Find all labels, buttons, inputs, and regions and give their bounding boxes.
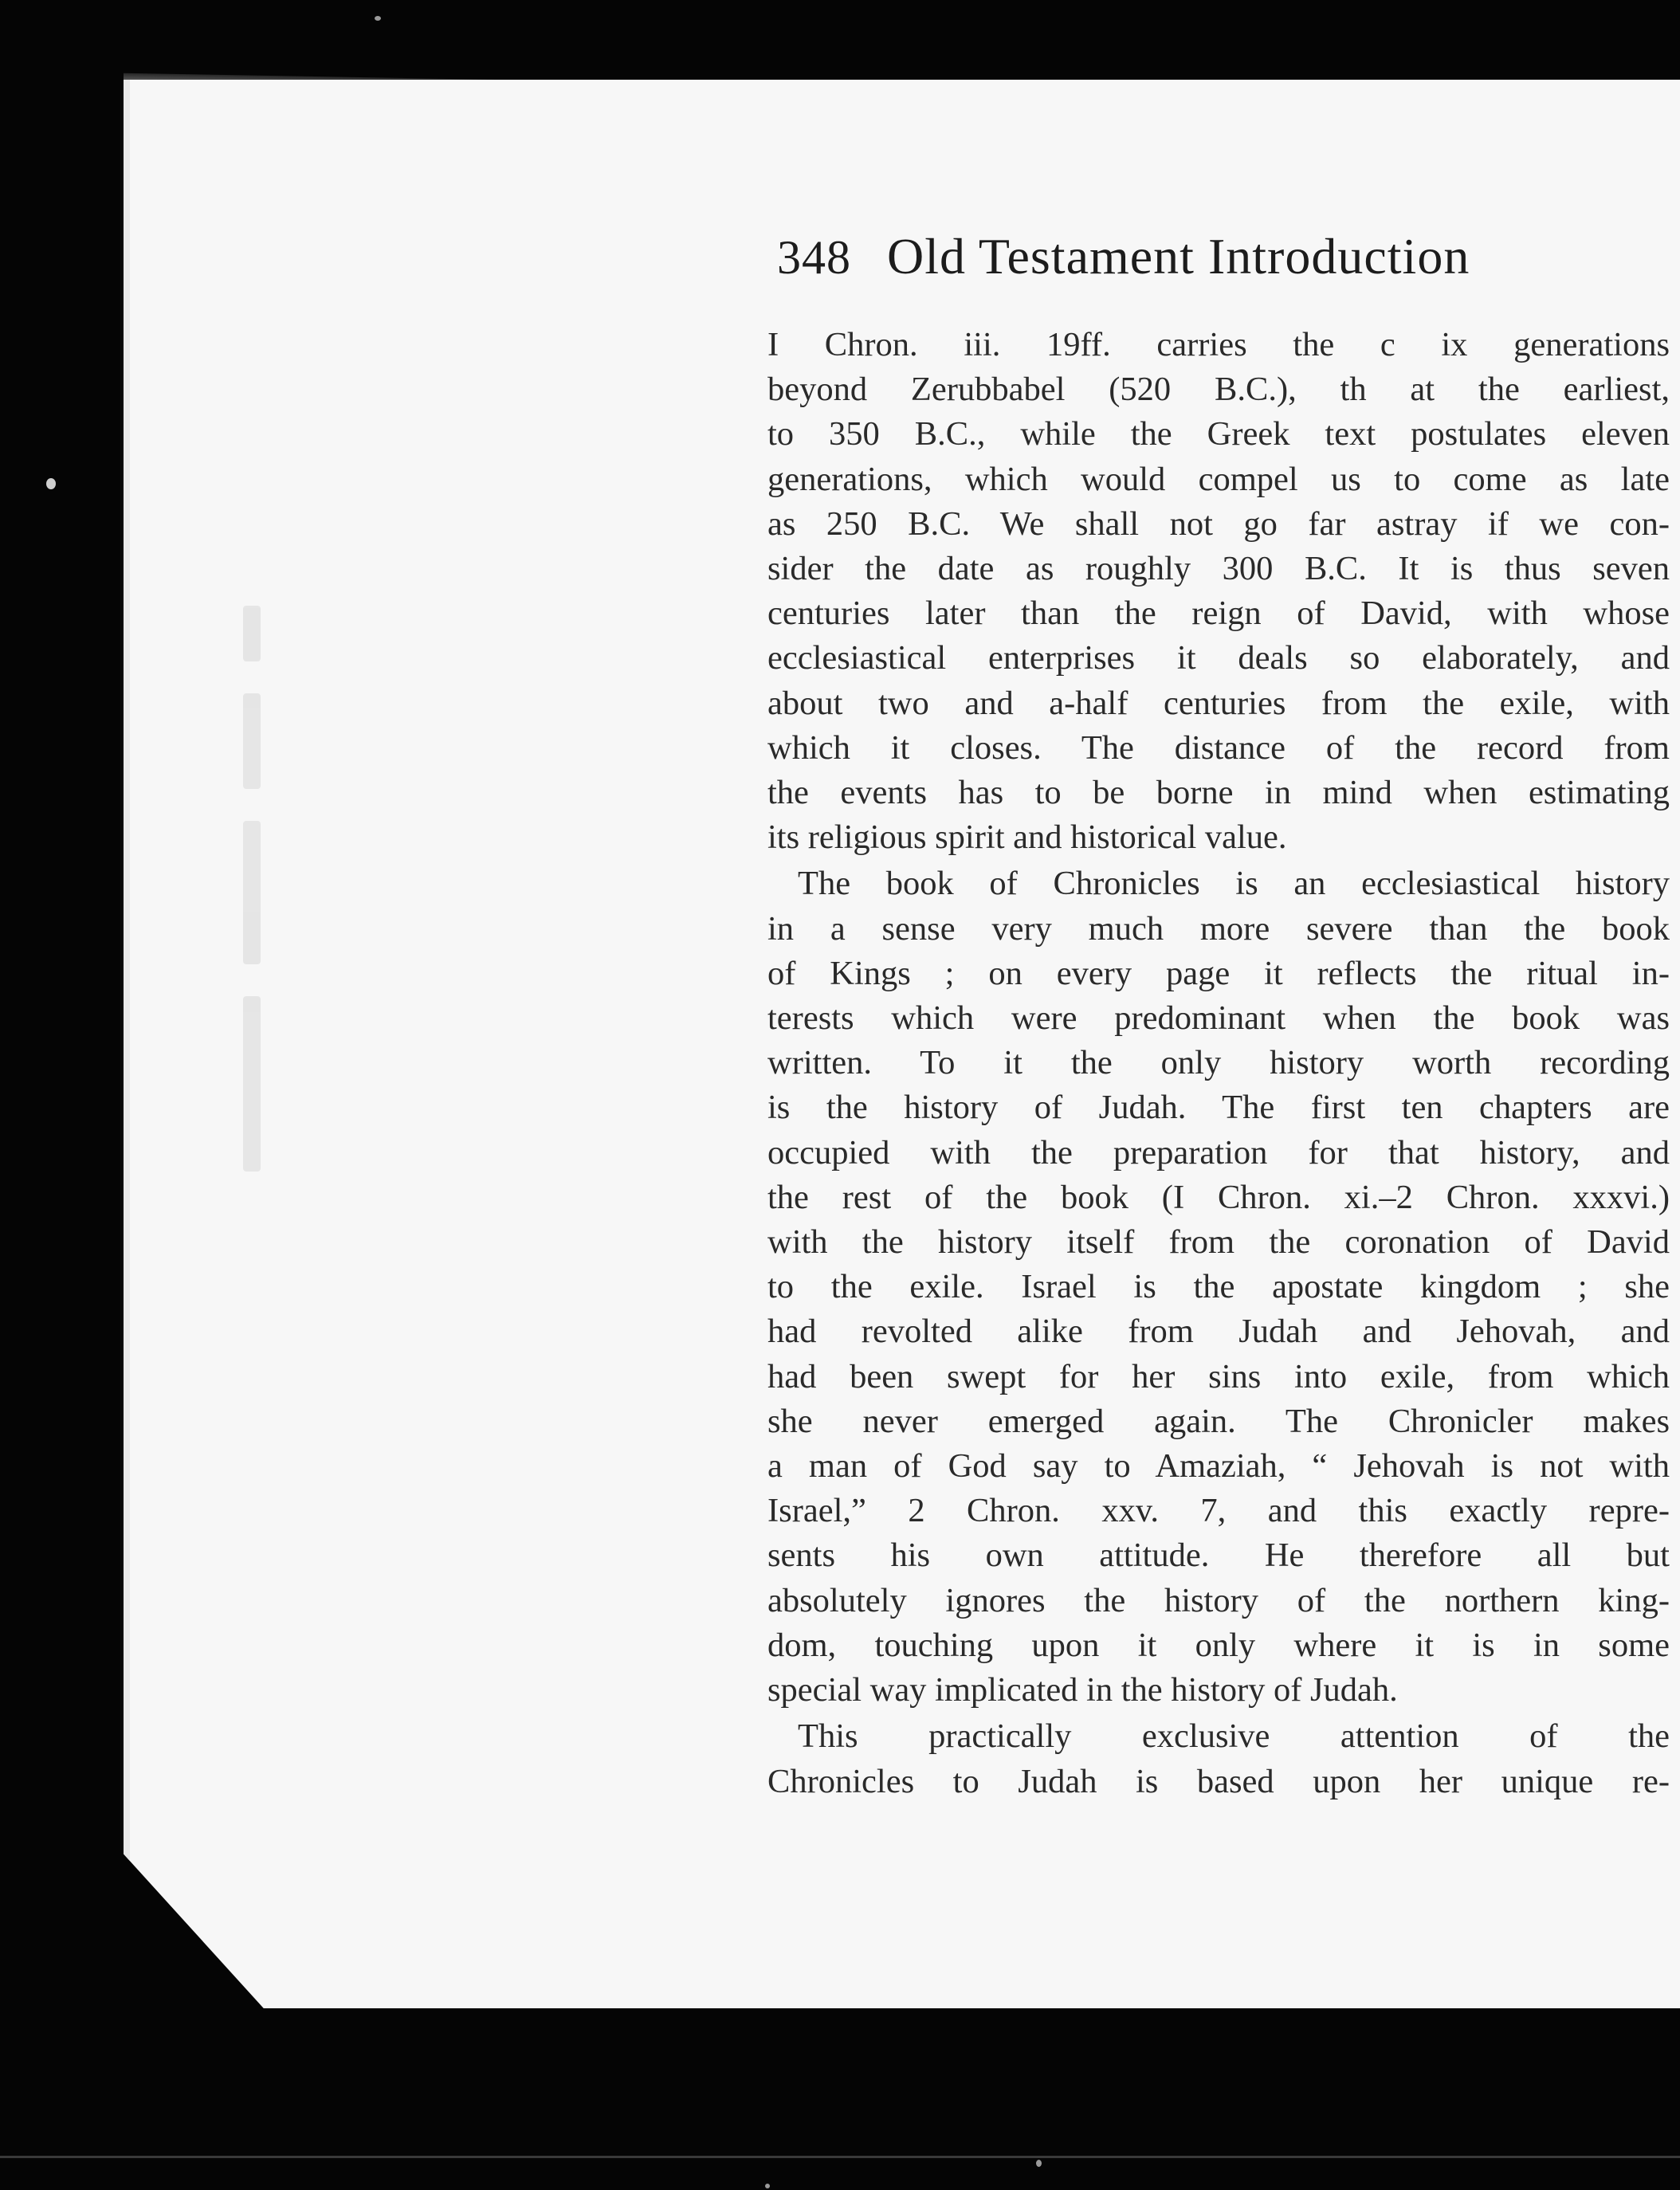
text-line: generations, which would compel us to come as late	[767, 460, 1670, 498]
text-line: dom, touching upon it only where it is in some	[767, 1626, 1670, 1664]
text-line: I Chron. iii. 19ff. carries the c ix generations	[767, 326, 1670, 363]
text-line: This practically exclusive attention of the	[798, 1717, 1670, 1756]
text-line: had been swept for her sins into exile, from which	[767, 1357, 1670, 1395]
text-line: ecclesiastical enterprises it deals so elaborately, and	[767, 639, 1670, 677]
text-line: the events has to be borne in mind when estimating	[767, 774, 1670, 812]
show-through-stamp	[243, 606, 323, 1323]
text-line: about two and a-half centuries from the exile, with	[767, 684, 1670, 722]
text-line: to the exile. Israel is the apostate kingdom ; she	[767, 1268, 1670, 1306]
text-line: the rest of the book (I Chron. xi.–2 Chron. xxxvi.)	[767, 1178, 1670, 1216]
text-line: had revolted alike from Judah and Jehovah, and	[767, 1313, 1670, 1351]
text-line: occupied with the preparation for that history, and	[767, 1133, 1670, 1172]
text-line: with the history itself from the coronation of David	[767, 1223, 1670, 1262]
page-number: 348	[777, 231, 851, 284]
dust-speck	[46, 478, 56, 489]
running-head	[777, 227, 1622, 286]
text-line: as 250 B.C. We shall not go far astray if we con-	[767, 504, 1670, 543]
dust-speck	[375, 16, 381, 21]
text-line: Israel,” 2 Chron. xxv. 7, and this exactly repre-	[767, 1492, 1670, 1530]
text-line: in a sense very much more severe than the book	[767, 909, 1670, 948]
text-line: sents his own attitude. He therefore all but	[767, 1537, 1670, 1575]
body-text	[767, 323, 1670, 1804]
text-line: is the history of Judah. The first ten chapters are	[767, 1089, 1670, 1127]
text-line: a man of God say to Amaziah, “ Jehovah is not with	[767, 1447, 1670, 1486]
text-line: special way implicated in the history of Judah.	[767, 1671, 1398, 1709]
text-line: written. To it the only history worth recording	[767, 1044, 1670, 1082]
scan-border-line	[0, 2156, 1680, 2158]
text-line: The book of Chronicles is an ecclesiastical history	[798, 865, 1670, 903]
text-line: absolutely ignores the history of the northern king-	[767, 1581, 1670, 1619]
dust-speck	[765, 2184, 770, 2188]
text-line: which it closes. The distance of the record from	[767, 728, 1670, 767]
text-line: beyond Zerubbabel (520 B.C.), th at the earliest,	[767, 371, 1670, 409]
book-title: Old Testament Introduction	[887, 228, 1470, 285]
text-line: she never emerged again. The Chronicler makes	[767, 1402, 1670, 1440]
text-line: sider the date as roughly 300 B.C. It is thus seven	[767, 550, 1670, 588]
text-line: terests which were predominant when the book was	[767, 999, 1670, 1038]
text-line: its religious spirit and historical value.	[767, 818, 1287, 857]
dust-speck	[1036, 2160, 1042, 2167]
text-line: of Kings ; on every page it reflects the ritual in-	[767, 954, 1670, 992]
text-line: Chronicles to Judah is based upon her unique re-	[767, 1762, 1670, 1800]
text-line: to 350 B.C., while the Greek text postulates eleven	[767, 415, 1670, 453]
text-line: centuries later than the reign of David, with whose	[767, 595, 1670, 633]
